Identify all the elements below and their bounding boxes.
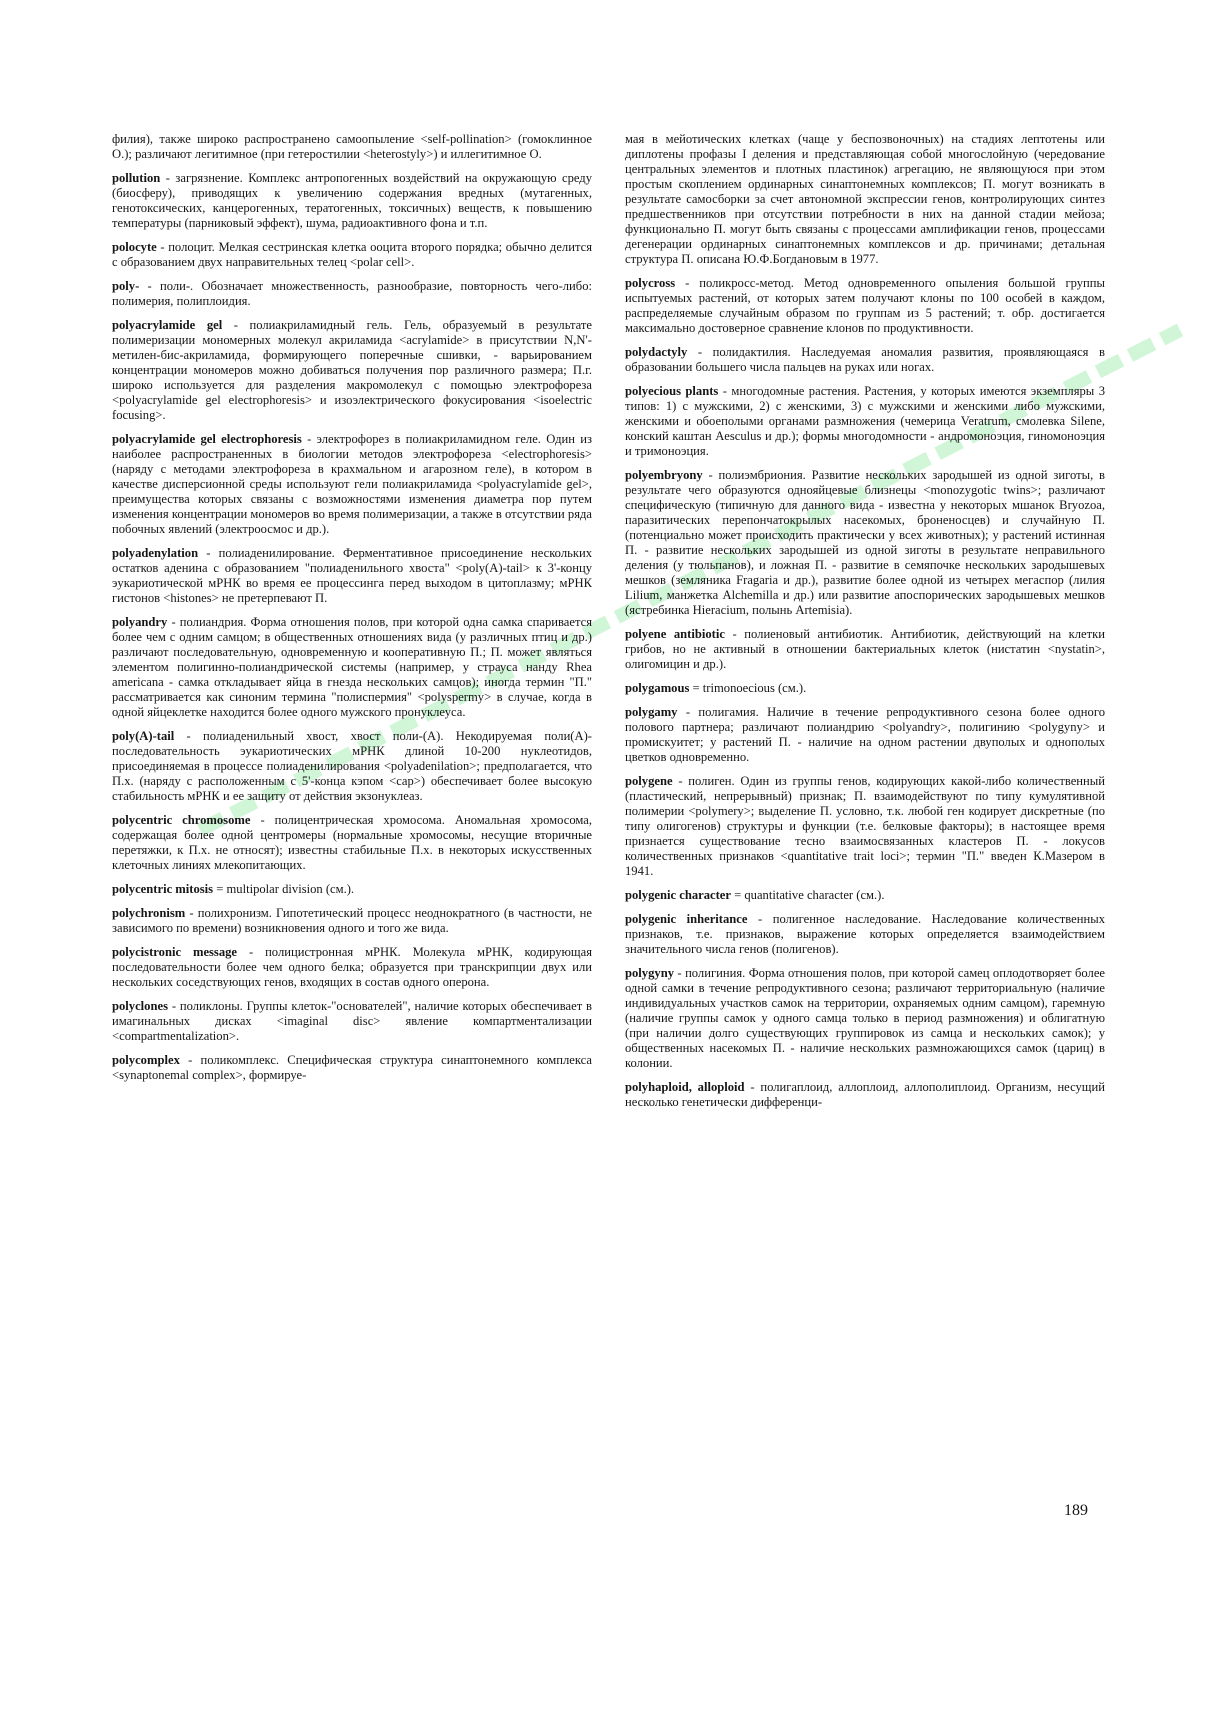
- dictionary-entry: [625, 681, 1105, 696]
- entry-definition: - полихронизм. Гипотетический процесс неоднократного (в частности, не зависимого по времени) возникновения одного и того же вида.: [112, 906, 592, 935]
- entry-definition: = multipolar division (см.).: [213, 882, 355, 896]
- dictionary-entry: [112, 171, 592, 231]
- entry-definition: - полиандрия. Форма отношения полов, при которой одна самка спаривается более чем с одним самцом; в общественных отношениях вида (у различных птиц и др.) различают последовательную, одновременную и кооперативную П.; П. может являться элементом полигинно-полиандрической системы (например, у страуса нанду Rhea americana - самка откладывает яйца в гнезда нескольких самцов); иногда термин "П." рассматривается как синоним термина "полиспермия" <polyspermy> в случае, когда в одной яйцеклетке находится более одного мужского пронуклеуса.: [112, 615, 592, 719]
- dictionary-entry: [625, 888, 1105, 903]
- dictionary-entry: [625, 1080, 1105, 1110]
- entry-definition: - поликомплекс. Специфическая структура синаптонемного комплекса <synaptonemal complex>, формируе-: [112, 1053, 592, 1082]
- entry-headword: polygamy: [625, 705, 678, 719]
- entry-headword: polyandry: [112, 615, 168, 629]
- entry-headword: polygamous: [625, 681, 690, 695]
- entry-definition: - полиэмбриония. Развитие нескольких зародышей из одной зиготы, в результате чего образуются однояйцевые близнецы <monozygotic twins>; различают специфическую (типичную для данного вида - известна у некоторых мшанок Bryozoa, паразитических перепончатокрылых насекомых, броненосцев) и случайную П. (потенциально может происходить практически у всех животных); у растений истинная П. - развитие нескольких зародышей из одной зиготы в результате неправильного деления (у тюльпанов), и ложная П. - развитие в семяпочке нескольких зародышевых мешков (земляника Fragaria и др.), развитие более одной из четырех мегаспор (лилия Lilium, манжетка Alchemilla и др.) или развитие апоспорических зародышевых мешков (ястребинка Hieracium, полынь Artemisia).: [625, 468, 1105, 617]
- entry-definition: - полоцит. Мелкая сестринская клетка ооцита второго порядка; обычно делится с образованием двух направительных телец <polar cell>.: [112, 240, 592, 269]
- entry-definition: - поли-. Обозначает множественность, разнообразие, повторность чего-либо: полимерия, полиплоидия.: [112, 279, 592, 308]
- entry-definition: = trimonoecious (см.).: [689, 681, 807, 695]
- entry-definition: - полигенное наследование. Наследование количественных признаков, т.е. признаков, выражение которых определяется взаимодействием значительного числа генов (полигенов).: [625, 912, 1105, 956]
- dictionary-entry: [625, 276, 1105, 336]
- entry-definition: - полигиния. Форма отношения полов, при которой самец оплодотворяет более одной самки в течение репродуктивного сезона; различают территориальную (наличие индивидуальных участков самок на территории, охраняемых одним самцом), гаремную (наличие группы самок у одного самца только в период размножения) и облигатную (при наличии долго существующих группировок из самца и нескольких самок); у общественных насекомых П. - наличие нескольких размножающихся самок (цариц) в колонии.: [625, 966, 1105, 1070]
- entry-headword: poly(A)-tail: [112, 729, 175, 743]
- entry-definition: - полигаплоид, аллоплоид, аллополиплоид. Организм, несущий несколько генетически дифференци-: [625, 1080, 1105, 1109]
- entry-headword: poly-: [112, 279, 140, 293]
- entry-headword: polygene: [625, 774, 673, 788]
- entry-definition: филия), также широко распространено самоопыление <self-pollination> (гомоклинное О.); различают легитимное (при гетеростилии <heterostyly>) и иллегитимное О.: [112, 132, 592, 161]
- dictionary-entry: [112, 1053, 592, 1083]
- dictionary-entry: [625, 132, 1105, 267]
- dictionary-entry: [112, 615, 592, 720]
- entry-headword: polyembryony: [625, 468, 703, 482]
- entry-definition: = quantitative character (см.).: [730, 888, 885, 902]
- entry-definition: - полигамия. Наличие в течение репродуктивного сезона более одного полового партнера; различают полиандрию <polyandry>, полигинию <polygyny> и промискуитет; у растений П. - наличие на одном растении двуполых и однополых цветков одновременно.: [625, 705, 1105, 764]
- entry-definition: - полиген. Один из группы генов, кодирующих какой-либо количественный (пластический, непрерывный) признак; П. взаимодействуют по типу кумулятивной полимерии <polymery>; выделение П. условно, т.к. любой ген кодирует дискретные (по типу олигогенов) структуры и функции (т.е. белковые факторы); в настоящее время признается существование тесно взаимосвязанных кластеров П. - локусов количественных признаков <quantitative trait loci>; термин "П." введен К.Мазером в 1941.: [625, 774, 1105, 878]
- entry-definition: - полицистронная мРНК. Молекула мРНК, кодирующая последовательности более чем одного белка; образуется при транскрипции двух или нескольких соседствующих генов, входящих в состав одного оперона.: [112, 945, 592, 989]
- entry-headword: polygyny: [625, 966, 674, 980]
- dictionary-entry: [112, 729, 592, 804]
- dictionary-entry: [112, 279, 592, 309]
- entry-headword: polychronism: [112, 906, 186, 920]
- entry-definition: - полиаденильный хвост, хвост поли-(А). Некодируемая поли(А)-последовательность эукариотических мРНК длиной 10-200 нуклеотидов, присоединяемая в процессе полиаденилирования <polyadenilation>; предполагается, что П.х. (наряду с расположенным с 5'-конца кэпом <cap>) обеспечивает более высокую стабильность мРНК и ее защиту от действия экзонуклеаз.: [112, 729, 592, 803]
- dictionary-entry: [625, 774, 1105, 879]
- dictionary-entry: [625, 966, 1105, 1071]
- entry-definition: - полицентрическая хромосома. Аномальная хромосома, содержащая более одной центромеры (нормальные хромосомы, несущие вторичные перетяжки, к П.х. не относят); известны стабильные П.х. в некоторых искусственных клеточных линиях млекопитающих.: [112, 813, 593, 872]
- dictionary-entry: [625, 912, 1105, 957]
- entry-headword: polyene antibiotic: [625, 627, 725, 641]
- dictionary-entry: [625, 468, 1105, 618]
- page-number: 189: [1064, 1502, 1088, 1519]
- dictionary-entry: [625, 705, 1105, 765]
- entry-definition: мая в мейотических клетках (чаще у беспозвоночных) на стадиях лептотены или диплотены профазы I деления и представляющая собой многослойную (чередование центральных элементов и плотных пластинок) агрегацию, не являющуюся при этом простым скоплением ординарных синаптонемных комплексов; П. могут возникать в результате самосборки за счет автономной экспрессии генов, контролирующих синтез предшественников при отсутствии потребности в них на данной стадии мейоза; функционально П. могут быть связаны с процессами амплификации генов, процессами дегенерации ординарных синаптонемных комплексов и др. причинами; детальная структура П. описана Ю.Ф.Богдановым в 1977.: [625, 132, 1105, 266]
- entry-headword: polycomplex: [112, 1053, 180, 1067]
- dictionary-entry: [112, 318, 592, 423]
- dictionary-entry: [112, 882, 592, 897]
- dictionary-entry: [112, 546, 592, 606]
- dictionary-entry: [112, 240, 592, 270]
- entry-headword: polocyte: [112, 240, 157, 254]
- entry-definition: - полиакриламидный гель. Гель, образуемый в результате полимеризации мономерных молекул акриламида <acrylamide> в присутствии N,N'-метилен-бис-акриламида, формирующего поперечные сшивки, - варьированием концентрации мономеров можно добиваться получения пор различного размера; П.г. широко используется для разделения макромолекул с помощью электрофореза <polyacrylamide gel electrophoresis> и изоэлектрического фокусирования <isoelectric focusing>.: [112, 318, 592, 422]
- entry-headword: polydactyly: [625, 345, 688, 359]
- entry-headword: polycistronic message: [112, 945, 238, 959]
- entry-headword: polyhaploid, alloploid: [625, 1080, 745, 1094]
- entry-definition: - загрязнение. Комплекс антропогенных воздействий на окружающую среду (биосферу), приводящих к увеличению содержания вредных (мутагенных, генотоксических, канцерогенных, тератогенных, токсичных) веществ, к повышению температуры (парниковый эффект), шума, радиоактивного фона и т.п.: [112, 171, 592, 230]
- dictionary-entry: [112, 906, 592, 936]
- entry-definition: - поликросс-метод. Метод одновременного опыления большой группы испытуемых растений, от которых затем получают клоны по 100 особей в каждом, распределяемые случайным образом по группам из 5 растений; т. обр. достигается максимально достоверное сравнение клонов по продуктивности.: [625, 276, 1105, 335]
- dictionary-entry: [112, 813, 592, 873]
- dictionary-entry: [112, 945, 592, 990]
- dictionary-entry: [625, 345, 1105, 375]
- entry-headword: polyclones: [112, 999, 168, 1013]
- dictionary-entry: [112, 132, 592, 162]
- entry-definition: - полидактилия. Наследуемая аномалия развития, проявляющаяся в образовании большего числа пальцев на руках или ногах.: [625, 345, 1105, 374]
- entry-headword: polycentric mitosis: [112, 882, 214, 896]
- dictionary-entry: [112, 432, 592, 537]
- entry-headword: polyacrylamide gel electrophoresis: [112, 432, 302, 446]
- entry-headword: pollution: [112, 171, 161, 185]
- entry-headword: polygenic inheritance: [625, 912, 748, 926]
- left-column: [112, 132, 592, 1092]
- dictionary-entry: [112, 999, 592, 1044]
- entry-definition: - многодомные растения. Растения, у которых имеются экземпляры 3 типов: 1) с мужскими, 2) с женскими, 3) с мужскими и женскими либо мужскими, женскими и обоеполыми органами размножения (чемерица Veratrum, смолевка Silene, конский каштан Aesculus и др.); формы многодомности - андромоноэция, гиномоноэция и тримоноэция.: [625, 384, 1105, 458]
- dictionary-entry: [625, 627, 1105, 672]
- entry-definition: - электрофорез в полиакриламидном геле. Один из наиболее распространенных в биологии методов электрофореза <electrophoresis> (наряду с методами электрофореза в крахмальном и агарозном геле), в котором в качестве дисперсионной среды используют гели полиакриламида <polyacrylamide gel>, преимущества которых связаны с возможностями изменения диаметра пор путем изменения концентрации мономеров во время полимеризации, а также в отсутствии ряда побочных явлений (электроосмос и др.).: [112, 432, 592, 536]
- entry-headword: polygenic character: [625, 888, 731, 902]
- right-column: [625, 132, 1105, 1119]
- entry-definition: - полиеновый антибиотик. Антибиотик, действующий на клетки грибов, но не активный в отношении бактериальных клеток (нистатин <nystatin>, олигомицин и др.).: [625, 627, 1105, 671]
- entry-headword: polyadenylation: [112, 546, 199, 560]
- entry-headword: polyecious plants: [625, 384, 719, 398]
- entry-definition: - полиаденилирование. Ферментативное присоединение нескольких остатков аденина с образованием "полиаденильного хвоста" <poly(A)-tail> к 3'-концу эукариотической мРНК во время ее процессинга перед выходом в цитоплазму; мРНК гистонов <histones> не претерпевают П.: [112, 546, 592, 605]
- dictionary-entry: [625, 384, 1105, 459]
- entry-definition: - поликлоны. Группы клеток-"основателей", наличие которых обеспечивает в имагинальных дисках <imaginal disc> явление компартментализации <compartmentalization>.: [112, 999, 592, 1043]
- entry-headword: polycentric chromosome: [112, 813, 251, 827]
- entry-headword: polycross: [625, 276, 676, 290]
- entry-headword: polyacrylamide gel: [112, 318, 223, 332]
